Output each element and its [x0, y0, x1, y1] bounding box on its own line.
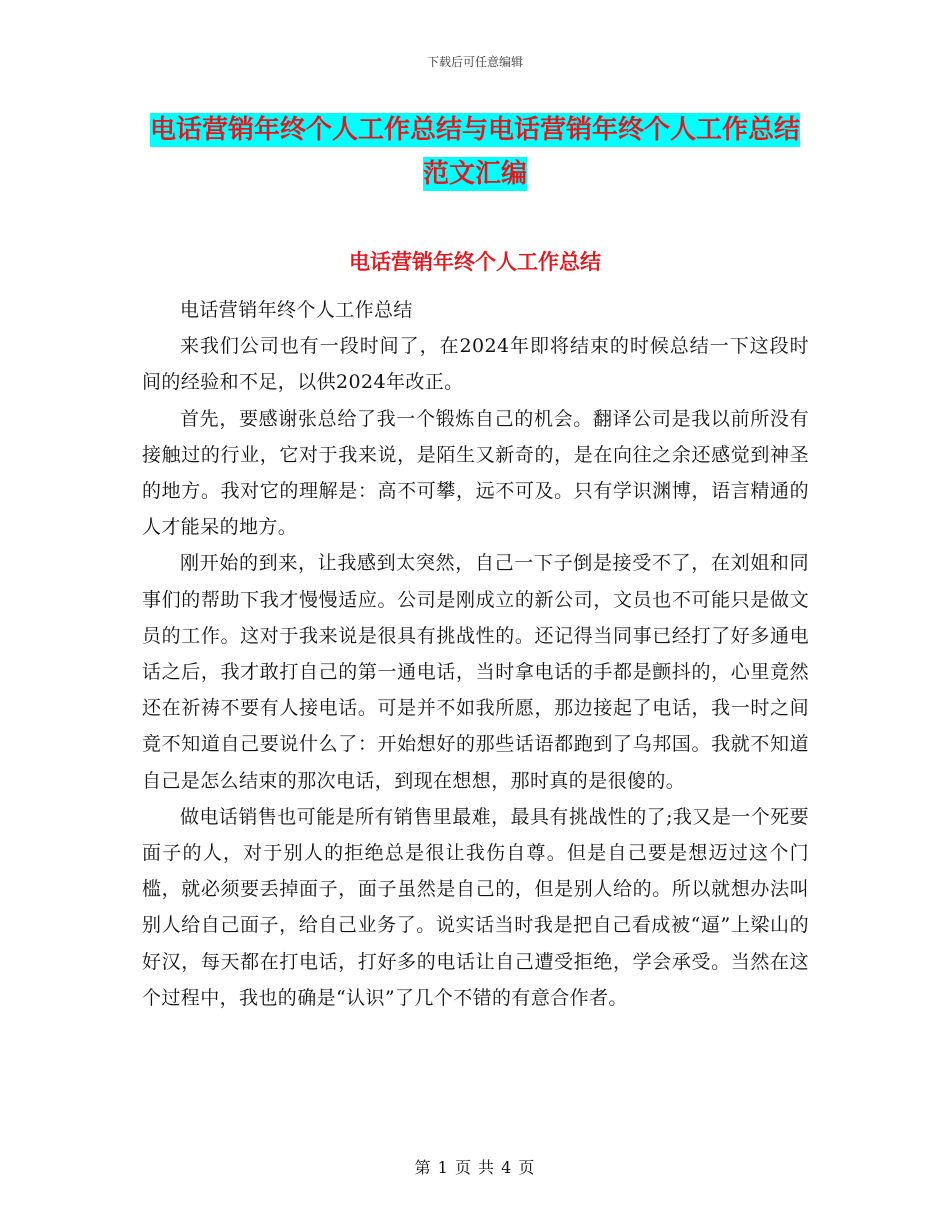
document-title [140, 108, 810, 196]
document-body [142, 292, 809, 1016]
paragraph: 刚开始的到来，让我感到太突然，自己一下子倒是接受不了，在刘姐和同事们的帮助下我才慢慢适应。公司是刚成立的新公司，文员也不可能只是做文员的工作。这对于我来说是很具有挑战性的。还记得当同事已经打了好多通电话之后，我才敢打自己的第一通电话，当时拿电话的手都是颤抖的，心里竟然还在祈祷不要有人接电话。可是并不如我所愿，那边接起了电话，我一时之间竟不知道自己要说什么了：开始想好的那些话语都跑到了乌邦国。我就不知道自己是怎么结束的那次电话，到现在想想，那时真的是很傻的。 [142, 552, 809, 792]
paragraph: 来我们公司也有一段时间了，在2024年即将结束的时候总结一下这段时间的经验和不足，以供2024年改正。 [142, 335, 809, 394]
paragraph: 做电话销售也可能是所有销售里最难，最具有挑战性的了;我又是一个死要面子的人，对于别人的拒绝总是很让我伤自尊。但是自己要是想迈过这个门槛，就必须要丢掉面子，面子虽然是自己的，但是别人给的。所以就想办法叫别人给自己面子，给自己业务了。说实话当时我是把自己看成被“逼”上梁山的好汉，每天都在打电话，打好多的电话让自己遭受拒绝，学会承受。当然在这个过程中，我也的确是“认识”了几个不错的有意合作者。 [142, 805, 809, 1009]
page-header-note: 下载后可任意编辑 [426, 55, 523, 69]
document-title-text: 电话营销年终个人工作总结与电话营销年终个人工作总结范文汇编 [149, 115, 800, 189]
paragraph: 首先，要感谢张总给了我一个锻炼自己的机会。翻译公司是我以前所没有接触过的行业，它对于我来说，是陌生又新奇的，是在向往之余还感觉到神圣的地方。我对它的理解是：高不可攀，远不可及。只有学识渊博，语言精通的人才能呆的地方。 [142, 407, 809, 539]
section-title: 电话营销年终个人工作总结 [349, 250, 601, 274]
paragraph: 电话营销年终个人工作总结 [180, 299, 413, 321]
page-number: 第 1 页 共 4 页 [414, 1158, 536, 1177]
